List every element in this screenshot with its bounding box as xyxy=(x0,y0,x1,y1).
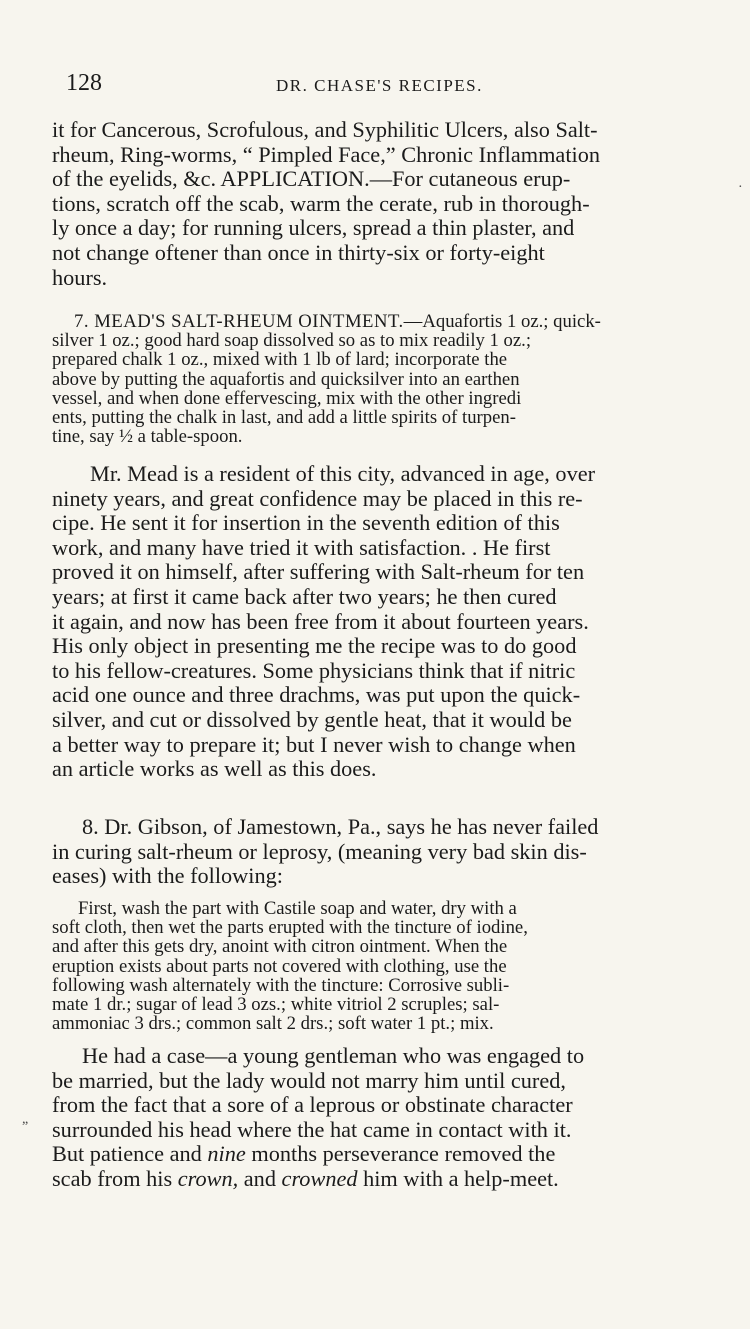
italic-word: crowned xyxy=(281,1165,358,1191)
text-segment: him with a help-meet. xyxy=(357,1165,559,1191)
text-line: following wash alternately with the tincture: Corrosive subli- xyxy=(52,974,510,996)
paragraph-mead xyxy=(52,462,718,782)
text-line xyxy=(52,312,718,331)
recipe-8 xyxy=(52,899,718,1033)
text-line: it again, and now has been free from it about fourteen years. xyxy=(52,608,589,634)
text-line: silver, and cut or dissolved by gentle heat, that it would be xyxy=(52,706,572,732)
text-line: vessel, and when done effervescing, mix with the other ingredi xyxy=(52,387,522,409)
paragraph-case xyxy=(52,1044,718,1192)
text-line: an article works as well as this does. xyxy=(52,756,377,782)
text-line: and after this gets dry, anoint with citron ointment. When the xyxy=(52,936,508,958)
text-line: 8. Dr. Gibson, of Jamestown, Pa., says he has never failed xyxy=(82,814,599,839)
text-line: cipe. He sent it for insertion in the seventh edition of this xyxy=(52,510,560,536)
recipe-text: —Aquafortis 1 oz.; quick- xyxy=(403,311,601,332)
text-line: tine, say ½ a table-spoon. xyxy=(52,426,243,448)
text-line: tions, scratch off the scab, warm the cerate, rub in thorough- xyxy=(52,190,590,216)
text-line: a better way to prepare it; but I never wish to change when xyxy=(52,731,576,757)
paragraph-gibson xyxy=(52,815,718,889)
text-line: His only object in presenting me the recipe was to do good xyxy=(52,633,577,659)
text-line: of the eyelids, &c. APPLICATION.—For cutaneous erup- xyxy=(52,166,571,192)
text-line: it for Cancerous, Scrofulous, and Syphilitic Ulcers, also Salt- xyxy=(52,117,598,142)
text-line: above by putting the aquafortis and quicksilver into an earthen xyxy=(52,368,520,390)
text-line: First, wash the part with Castile soap and water, dry with a xyxy=(78,898,517,919)
text-line xyxy=(52,1142,718,1167)
italic-word: crown, xyxy=(177,1165,239,1191)
text-segment: months perseverance removed the xyxy=(245,1141,556,1167)
text-line: ninety years, and great confidence may be placed in this re- xyxy=(52,485,583,511)
text-line: ly once a day; for running ulcers, spread a thin plaster, and xyxy=(52,215,575,241)
text-line: soft cloth, then wet the parts erupted with the tincture of iodine, xyxy=(52,917,528,939)
margin-mark: „ xyxy=(22,1112,29,1127)
page-header xyxy=(66,70,706,100)
text-line: work, and many have tried it with satisfaction. . He first xyxy=(52,534,551,560)
text-line: rheum, Ring-worms, “ Pimpled Face,” Chronic Inflammation xyxy=(52,141,601,167)
running-title: DR. CHASE'S RECIPES. xyxy=(276,76,483,95)
text-segment: scab from his xyxy=(52,1165,178,1191)
text-line: ammoniac 3 drs.; common salt 2 drs.; soft water 1 pt.; mix. xyxy=(52,1013,494,1035)
text-line: eases) with the following: xyxy=(52,863,283,889)
text-line: acid one ounce and three drachms, was put upon the quick- xyxy=(52,682,581,708)
page-number: 128 xyxy=(66,70,102,96)
margin-dot: · xyxy=(738,180,743,195)
text-line: be married, but the lady would not marry him until cured, xyxy=(52,1067,566,1093)
text-line: hours. xyxy=(52,264,108,290)
text-line: from the fact that a sore of a leprous or obstinate character xyxy=(52,1092,573,1118)
text-line: years; at first it came back after two years; he then cured xyxy=(52,583,557,609)
text-line: not change oftener than once in thirty-six or forty-eight xyxy=(52,239,545,265)
italic-word: nine xyxy=(207,1141,246,1167)
text-line: proved it on himself, after suffering with Salt-rheum for ten xyxy=(52,559,585,585)
text-segment: But patience and xyxy=(52,1141,208,1167)
recipe-heading: 7. MEAD'S SALT-RHEUM OINTMENT. xyxy=(74,311,404,332)
text-line: in curing salt-rheum or leprosy, (meaning very bad skin dis- xyxy=(52,838,587,864)
text-line xyxy=(52,1167,718,1192)
text-line: to his fellow-creatures. Some physicians think that if nitric xyxy=(52,657,576,683)
text-line: He had a case—a young gentleman who was engaged to xyxy=(82,1043,585,1068)
text-line: surrounded his head where the hat came in contact with it. xyxy=(52,1116,572,1142)
text-line: mate 1 dr.; sugar of lead 3 ozs.; white vitriol 2 scruples; sal- xyxy=(52,994,500,1016)
paragraph-ulcers xyxy=(52,118,718,290)
text-line: eruption exists about parts not covered with clothing, use the xyxy=(52,955,507,977)
text-line: ents, putting the chalk in last, and add a little spirits of turpen- xyxy=(52,407,516,429)
text-line: Mr. Mead is a resident of this city, advanced in age, over xyxy=(90,461,596,486)
recipe-7 xyxy=(52,312,718,446)
text-line: silver 1 oz.; good hard soap dissolved so as to mix readily 1 oz.; xyxy=(52,330,532,352)
text-line: prepared chalk 1 oz., mixed with 1 lb of lard; incorporate the xyxy=(52,349,508,371)
text-segment: and xyxy=(238,1165,282,1191)
